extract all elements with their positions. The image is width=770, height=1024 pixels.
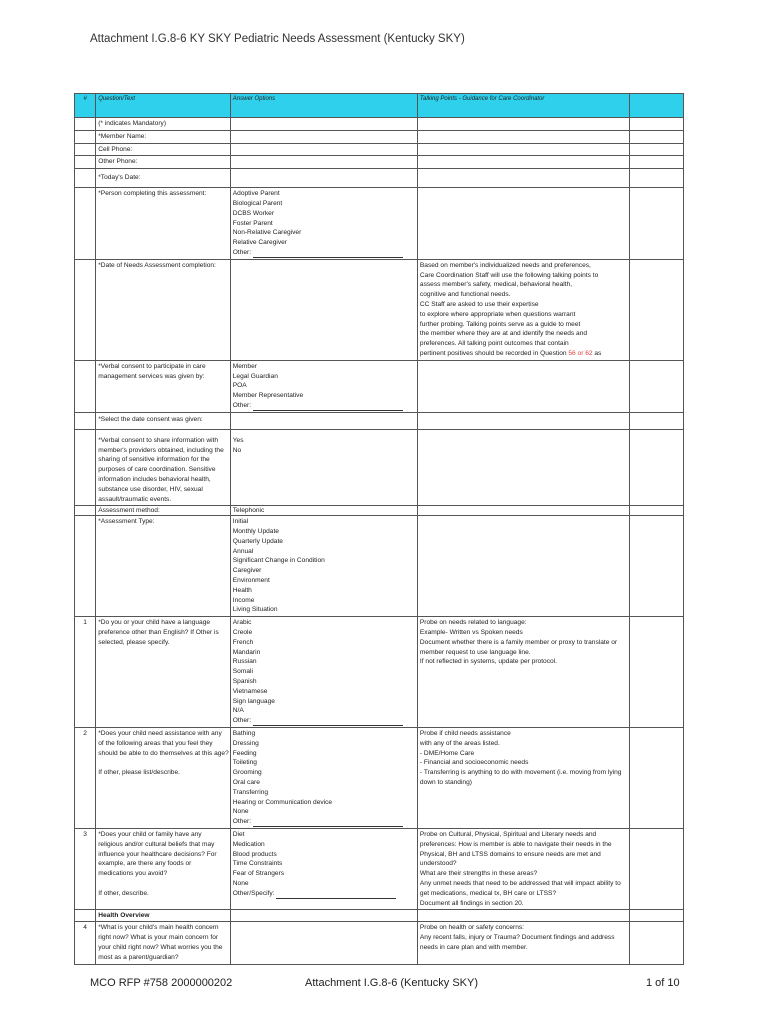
answer-option-other[interactable]: Other: — [232, 401, 252, 409]
answer-option[interactable]: Dressing — [232, 739, 259, 747]
header-question: Question/Text — [96, 94, 231, 118]
answer-option[interactable]: Health — [232, 586, 252, 594]
table-row — [75, 360, 684, 412]
health-concern-question: right now? What is your main concern for — [98, 934, 219, 942]
talking-point-line: assess member's safety, medical, behavioral health, — [419, 281, 573, 289]
section-title-health-overview: Health Overview — [96, 910, 231, 922]
answer-option[interactable]: DCBS Worker — [232, 209, 275, 217]
share-consent-question: *Verbal consent to share information with — [98, 436, 219, 444]
talking-point-line: Example- Written vs Spoken needs — [419, 629, 523, 637]
table-row — [75, 617, 684, 728]
share-consent-question: substance use disorder, HIV, sexual — [98, 485, 203, 493]
footer-attachment-title: Attachment I.G.8-6 (Kentucky SKY) — [305, 977, 479, 989]
answer-option[interactable]: Biological Parent — [232, 199, 283, 207]
answer-option[interactable]: Legal Guardian — [232, 372, 278, 380]
answer-option[interactable]: Foster Parent — [232, 219, 273, 227]
verbal-consent-question: *Verbal consent to participate in care — [98, 362, 206, 370]
talking-point-line: preferences: How is member is able to navigate their needs in the — [419, 840, 612, 848]
share-consent-question: sharing of sensitive information for the — [98, 456, 210, 464]
member-name-field[interactable] — [230, 130, 417, 143]
assistance-question: *Does your child need assistance with any — [98, 730, 222, 738]
answer-option[interactable]: Telephonic — [232, 507, 265, 515]
talking-point-line: Care Coordination Staff will use the following talking points to — [419, 271, 599, 279]
answer-option[interactable]: POA — [232, 382, 247, 390]
cultural-question: medications you avoid? — [98, 870, 168, 878]
table-row — [75, 169, 684, 188]
answer-option[interactable]: Living Situation — [232, 606, 278, 614]
share-consent-question: purposes of care coordination. Sensitive — [98, 466, 216, 474]
talking-point-line: needs in care plan and with member. — [419, 943, 528, 951]
cell-phone-field[interactable] — [230, 143, 417, 156]
answer-option-other[interactable]: Other: — [232, 818, 252, 826]
answer-option[interactable]: N/A — [232, 707, 244, 715]
talking-point-line: Probe on health or safety concerns: — [419, 924, 525, 932]
consent-date-question: *Select the date consent was given: — [98, 415, 203, 423]
answer-option[interactable]: Annual — [232, 547, 254, 555]
answer-option[interactable]: Sign language — [232, 697, 275, 705]
answer-option[interactable]: Relative Caregiver — [232, 239, 288, 247]
todays-date-label: *Today's Date: — [98, 174, 141, 182]
answer-option[interactable]: Caregiver — [232, 567, 262, 575]
talking-point-line: If not reflected in systems, update per protocol. — [419, 658, 557, 666]
answer-option[interactable]: Somali — [232, 668, 253, 676]
table-row — [75, 412, 684, 429]
answer-option[interactable]: Quarterly Update — [232, 537, 283, 545]
consent-date-field[interactable] — [230, 412, 417, 429]
other-blank[interactable] — [276, 891, 396, 899]
talking-point-line: understood? — [419, 860, 457, 868]
answer-option[interactable]: Creole — [232, 629, 253, 637]
answer-option[interactable]: None — [232, 879, 249, 887]
other-phone-label: Other Phone: — [98, 158, 138, 166]
answer-option-other[interactable]: Other: — [232, 717, 252, 725]
answer-option[interactable]: French — [232, 638, 254, 646]
assistance-question: should be able to do themselves at this age? — [98, 749, 229, 757]
answer-option-other[interactable]: Other: — [232, 248, 252, 256]
talking-point-line: CC Staff are asked to use their expertise — [419, 300, 539, 308]
answer-option[interactable]: Initial — [232, 518, 249, 526]
talking-point-line: the member where they are at and identify the needs and — [419, 330, 588, 338]
answer-option[interactable]: Grooming — [232, 769, 262, 777]
answer-option[interactable]: None — [232, 808, 249, 816]
table-row — [75, 429, 684, 506]
answer-option[interactable]: Blood products — [232, 850, 277, 858]
talking-point-line: - Transferring is anything to do with movement (i.e. moving from lying — [419, 769, 622, 777]
answer-option[interactable]: Transferring — [232, 788, 269, 796]
answer-option[interactable]: Adoptive Parent — [232, 190, 280, 198]
assistance-question: of the following areas that you feel they — [98, 739, 213, 747]
cell-phone-label: Cell Phone: — [98, 145, 133, 153]
talking-point-line: with any of the areas listed. — [419, 739, 500, 747]
answer-option[interactable]: Medication — [232, 840, 265, 848]
language-question: *Do you or your child have a language — [98, 619, 211, 627]
health-concern-question: your child right now? What worries you the — [98, 943, 223, 951]
answer-option-no[interactable]: No — [232, 446, 242, 454]
question-reference-link[interactable]: 56 or 62 — [568, 349, 593, 357]
page-header: Attachment I.G.8-6 KY SKY Pediatric Needs Assessment (Kentucky SKY) — [90, 33, 465, 45]
language-question: selected, please specify. — [98, 638, 170, 646]
language-question: preference other than English? If Other is — [98, 629, 219, 637]
answer-option[interactable]: Oral care — [232, 779, 260, 787]
table-row — [75, 829, 684, 910]
cultural-question: religious and/or cultural beliefs that may — [98, 840, 215, 848]
answer-option[interactable]: Russian — [232, 658, 257, 666]
talking-point-text: as — [592, 349, 602, 357]
answer-option[interactable]: Vietnamese — [232, 687, 268, 695]
answer-option[interactable]: Toileting — [232, 759, 257, 767]
section-row — [75, 910, 684, 922]
talking-point-line: Based on member's individualized needs and preferences, — [419, 261, 591, 269]
talking-point-line: - Financial and socioeconomic needs — [419, 759, 529, 767]
member-name-label: *Member Name: — [98, 132, 147, 140]
table-row — [75, 118, 684, 131]
answer-option[interactable]: Income — [232, 596, 255, 604]
answer-option[interactable]: Environment — [232, 577, 270, 585]
answer-option[interactable]: Mandarin — [232, 648, 261, 656]
table-row — [75, 188, 684, 260]
other-blank[interactable] — [253, 250, 403, 258]
footer-page-number: 1 of 10 — [646, 977, 680, 989]
person-completing-question: *Person completing this assessment: — [98, 190, 207, 198]
talking-point-line: Any recent falls, injury or Trauma? Document findings and address — [419, 934, 615, 942]
question-number: 3 — [75, 829, 96, 910]
table-row — [75, 143, 684, 156]
header-answers: Answer Options — [230, 94, 417, 118]
table-row — [75, 516, 684, 617]
date-completion-field[interactable] — [230, 259, 417, 360]
table-row — [75, 728, 684, 829]
header-num: # — [75, 94, 96, 118]
share-consent-question: information includes behavioral health, — [98, 475, 211, 483]
talking-point-line: - DME/Home Care — [419, 749, 475, 757]
header-extra — [630, 94, 684, 118]
table-row — [75, 259, 684, 360]
talking-point-line: cognitive and functional needs. — [419, 291, 511, 299]
share-consent-question: member's providers obtained, including the — [98, 446, 224, 454]
assistance-question — [98, 758, 228, 768]
assistance-question: If other, please list/describe. — [98, 769, 180, 777]
table-row — [75, 130, 684, 143]
answer-option[interactable]: Bathing — [232, 730, 256, 738]
talking-point-line: to explore where appropriate when questions warrant — [419, 310, 576, 318]
other-phone-field[interactable] — [230, 156, 417, 169]
answer-option[interactable]: Fear of Strangers — [232, 870, 285, 878]
answer-option[interactable]: Diet — [232, 831, 245, 838]
answer-option[interactable]: Significant Change in Condition — [232, 557, 325, 565]
answer-option[interactable]: Hearing or Communication device — [232, 798, 333, 806]
table-header-row — [75, 94, 684, 118]
assessment-type-question: *Assessment Type: — [98, 518, 155, 526]
health-concern-field[interactable] — [230, 922, 417, 964]
assessment-method-question: Assessment method: — [98, 507, 160, 515]
talking-point-line: get medications, medical tx, BH care or LTSS? — [419, 889, 557, 897]
answer-option[interactable]: Non-Relative Caregiver — [232, 229, 302, 237]
talking-point-line: further probing. Talking points serve as a guide to meet — [419, 320, 581, 328]
question-number: 1 — [75, 617, 96, 728]
answer-option[interactable]: Monthly Update — [232, 528, 279, 536]
answer-option[interactable]: Member — [232, 362, 257, 370]
answer-option[interactable]: Arabic — [232, 619, 252, 627]
talking-point-line: Document all findings in section 20. — [419, 899, 524, 907]
other-blank[interactable] — [253, 718, 403, 726]
talking-point-line: Probe if child needs assistance — [419, 730, 511, 738]
other-blank[interactable] — [253, 819, 403, 827]
answer-option[interactable]: Member Representative — [232, 392, 304, 400]
talking-point-line: Probe on Cultural, Physical, Spiritual and Literary needs and — [419, 831, 597, 838]
health-concern-question: *What is your child's main health concern — [98, 924, 219, 932]
answer-option[interactable]: Feeding — [232, 749, 257, 757]
table-row — [75, 156, 684, 169]
table-row — [75, 506, 684, 516]
cultural-question — [98, 879, 228, 889]
answer-option-other[interactable]: Other/Specify: — [232, 889, 275, 897]
talking-point-line: down to standing) — [419, 779, 472, 787]
header-talking-points: Talking Points - Guidance for Care Coordinator — [417, 94, 629, 118]
share-consent-question: assault/traumatic events. — [98, 495, 172, 503]
talking-point-line: What are their strengths in these areas? — [419, 870, 538, 878]
talking-point-text: pertinent positives should be recorded in Question — [419, 349, 569, 357]
question-number: 2 — [75, 728, 96, 829]
mandatory-note: (* indicates Mandatory) — [98, 120, 167, 127]
answer-option[interactable]: Spanish — [232, 678, 257, 686]
answer-option[interactable]: Time Constraints — [232, 860, 283, 868]
footer-rfp-number: MCO RFP #758 2000000202 — [90, 977, 233, 989]
talking-point-line: member request to use language line. — [419, 648, 531, 656]
cultural-question: example, are there any foods or — [98, 860, 192, 868]
date-completion-question: *Date of Needs Assessment completion: — [98, 261, 216, 269]
talking-point-line: preferences. All talking point outcomes that contain — [419, 340, 569, 348]
question-number: 4 — [75, 922, 96, 964]
talking-point-line: Physical, BH and LTSS domains to ensure needs are met and — [419, 850, 601, 858]
cultural-question: influence your healthcare decisions? For — [98, 850, 217, 858]
verbal-consent-question: management services was given by: — [98, 372, 205, 380]
talking-point-line: Document whether there is a family member or proxy to translate or — [419, 638, 618, 646]
talking-point-line: Any unmet needs that need to be addressed that will impact ability to — [419, 879, 621, 887]
other-blank[interactable] — [253, 403, 403, 411]
cultural-question: If other, describe. — [98, 889, 149, 897]
assessment-table — [74, 93, 684, 965]
todays-date-field[interactable] — [230, 169, 417, 188]
health-concern-question: most as a parent/guardian? — [98, 953, 179, 961]
answer-option-yes[interactable]: Yes — [232, 436, 244, 444]
talking-point-line: Probe on needs related to language: — [419, 619, 527, 627]
cultural-question: *Does your child or family have any — [98, 831, 202, 838]
table-row — [75, 922, 684, 964]
